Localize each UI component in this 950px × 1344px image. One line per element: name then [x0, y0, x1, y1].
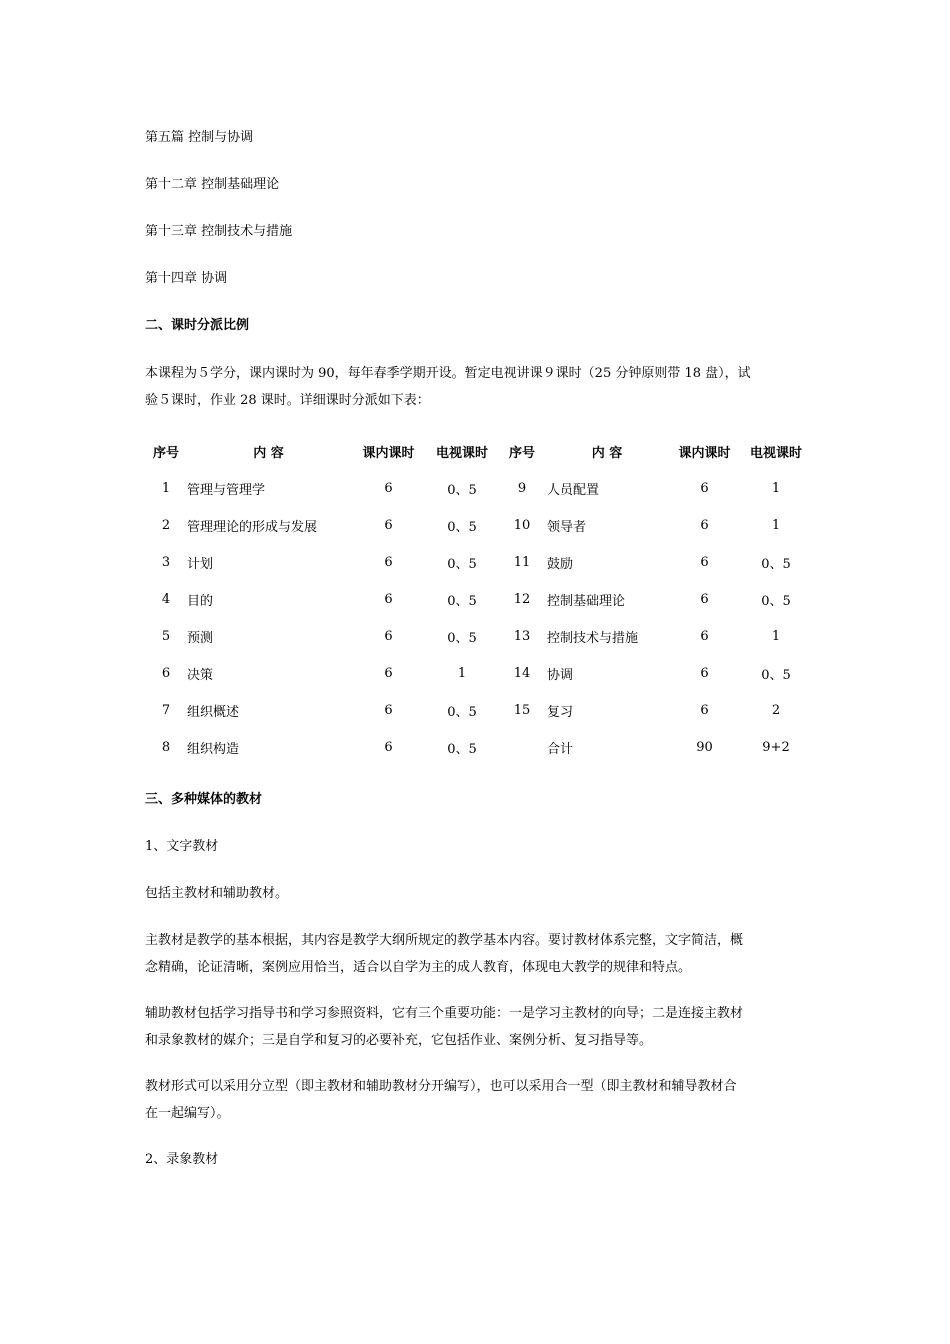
header-index: 序号: [508, 446, 535, 461]
cell-content: 领导者: [547, 520, 587, 535]
paragraph-material-forms-line-1: 教材形式可以采用分立型（即主教材和辅助教材分开编写），也可以采用合一型（即主教材和辅导教材合: [145, 1079, 737, 1094]
hours-intro-line-1: 本课程为５学分，课内课时为 90，每年春季学期开设。暂定电视讲课９课时（25 分钟原则带 18 盘），试: [145, 366, 751, 381]
cell-class-hours: 90: [696, 740, 713, 755]
cell-tv-hours: 0、5: [447, 631, 477, 646]
cell-tv-hours: 1: [771, 481, 781, 496]
header-tv-hours: 电视课时: [435, 446, 488, 461]
cell-content: 计划: [187, 557, 214, 572]
paragraph-main-materials-line-1: 主教材是教学的基本根据，其内容是教学大纲所规定的教学基本内容。要讨教材体系完整，文字简洁，概: [145, 933, 744, 948]
cell-index: 1: [161, 481, 171, 496]
cell-content: 控制技术与措施: [547, 631, 639, 646]
table-row: [145, 544, 810, 581]
cell-tv-hours: 0、5: [447, 483, 477, 498]
table-row: [145, 618, 810, 655]
cell-index: 5: [161, 629, 171, 644]
header-index: 序号: [152, 446, 179, 461]
cell-content: 管理理论的形成与发展: [187, 520, 318, 535]
paragraph-material-forms-line-2: 在一起编写）。: [145, 1106, 230, 1121]
cell-tv-hours: 9+2: [762, 740, 790, 755]
header-content: 内 容: [591, 446, 623, 461]
cell-content: 决策: [187, 668, 214, 683]
cell-index: 11: [513, 555, 531, 570]
section-heading-hours: 二、课时分派比例: [145, 318, 250, 333]
cell-class-hours: 6: [384, 740, 393, 755]
table-row: [145, 655, 810, 692]
cell-index: 6: [161, 666, 171, 681]
header-tv-hours: 电视课时: [749, 446, 802, 461]
cell-index: 8: [161, 740, 171, 755]
cell-class-hours: 6: [384, 592, 393, 607]
toc-chapter-fourteen: 第十四章 协调: [145, 271, 228, 286]
header-content: 内 容: [253, 446, 284, 461]
paragraph-aux-materials-line-2: 和录象教材的媒介；三是自学和复习的必要补充，它包括作业、案例分析、复习指导等。: [145, 1033, 653, 1048]
cell-index: 7: [161, 703, 171, 718]
toc-chapter-thirteen: 第十三章 控制技术与措施: [145, 224, 293, 239]
cell-index: 10: [513, 518, 531, 533]
cell-class-hours: 6: [700, 555, 709, 570]
cell-tv-hours: 1: [771, 518, 781, 533]
cell-content: 合计: [547, 742, 574, 757]
cell-index: 9: [517, 481, 527, 496]
cell-class-hours: 6: [384, 555, 393, 570]
cell-tv-hours: 0、5: [447, 742, 477, 757]
hours-intro-line-2: 验５课时，作业 28 课时。详细课时分派如下表：: [145, 393, 430, 408]
cell-class-hours: 6: [384, 703, 393, 718]
cell-content: 组织构造: [187, 742, 240, 757]
paragraph-materials-intro: 包括主教材和辅助教材。: [145, 886, 289, 901]
cell-content: 控制基础理论: [547, 594, 626, 609]
cell-class-hours: 6: [700, 592, 709, 607]
subheading-video-materials: 2、录象教材: [145, 1152, 219, 1167]
table-row: [145, 692, 810, 729]
cell-index: 13: [513, 629, 531, 644]
toc-part-five: 第五篇 控制与协调: [145, 130, 254, 145]
table-row: [145, 470, 810, 507]
cell-content: 目的: [187, 594, 214, 609]
cell-tv-hours: 0、5: [761, 668, 791, 683]
cell-content: 复习: [547, 705, 574, 720]
table-row: [145, 729, 810, 766]
cell-tv-hours: 1: [771, 629, 781, 644]
cell-class-hours: 6: [700, 703, 709, 718]
paragraph-aux-materials-line-1: 辅助教材包括学习指导书和学习参照资料，它有三个重要功能：一是学习主教材的向导；二是连接主教材: [145, 1006, 744, 1021]
cell-content: 鼓励: [547, 557, 574, 572]
header-class-hours: 课内课时: [678, 446, 731, 461]
cell-tv-hours: 0、5: [447, 705, 477, 720]
cell-index: 2: [161, 518, 171, 533]
cell-index: 4: [161, 592, 171, 607]
cell-tv-hours: 1: [457, 666, 467, 681]
cell-class-hours: 6: [700, 666, 709, 681]
cell-index: 12: [513, 592, 531, 607]
cell-content: 预测: [187, 631, 214, 646]
hours-table: [145, 433, 810, 766]
cell-class-hours: 6: [700, 518, 709, 533]
cell-tv-hours: 2: [771, 703, 781, 718]
cell-tv-hours: 0、5: [447, 520, 477, 535]
cell-content: 人员配置: [547, 483, 600, 498]
cell-tv-hours: 0、5: [447, 594, 477, 609]
cell-tv-hours: 0、5: [447, 557, 477, 572]
cell-class-hours: 6: [700, 629, 709, 644]
table-row: [145, 507, 810, 544]
cell-content: 管理与管理学: [187, 483, 266, 498]
cell-index: 14: [513, 666, 531, 681]
section-heading-media: 三、多种媒体的教材: [145, 792, 263, 807]
cell-class-hours: 6: [700, 481, 709, 496]
subheading-text-materials: 1、文字教材: [145, 839, 219, 854]
cell-index: 3: [161, 555, 171, 570]
cell-class-hours: 6: [384, 518, 393, 533]
cell-content: 组织概述: [187, 705, 240, 720]
cell-class-hours: 6: [384, 629, 393, 644]
cell-class-hours: 6: [384, 666, 393, 681]
toc-chapter-twelve: 第十二章 控制基础理论: [145, 177, 280, 192]
table-header-row: [145, 433, 810, 470]
cell-index: 15: [513, 703, 531, 718]
cell-index: [497, 729, 547, 766]
cell-class-hours: 6: [384, 481, 393, 496]
cell-tv-hours: 0、5: [761, 594, 791, 609]
paragraph-main-materials-line-2: 念精确，论证清晰，案例应用恰当，适合以自学为主的成人教育，体现电大教学的规律和特点。: [145, 960, 692, 975]
header-class-hours: 课内课时: [362, 446, 415, 461]
table-row: [145, 581, 810, 618]
cell-content: 协调: [547, 668, 574, 683]
cell-tv-hours: 0、5: [761, 557, 791, 572]
